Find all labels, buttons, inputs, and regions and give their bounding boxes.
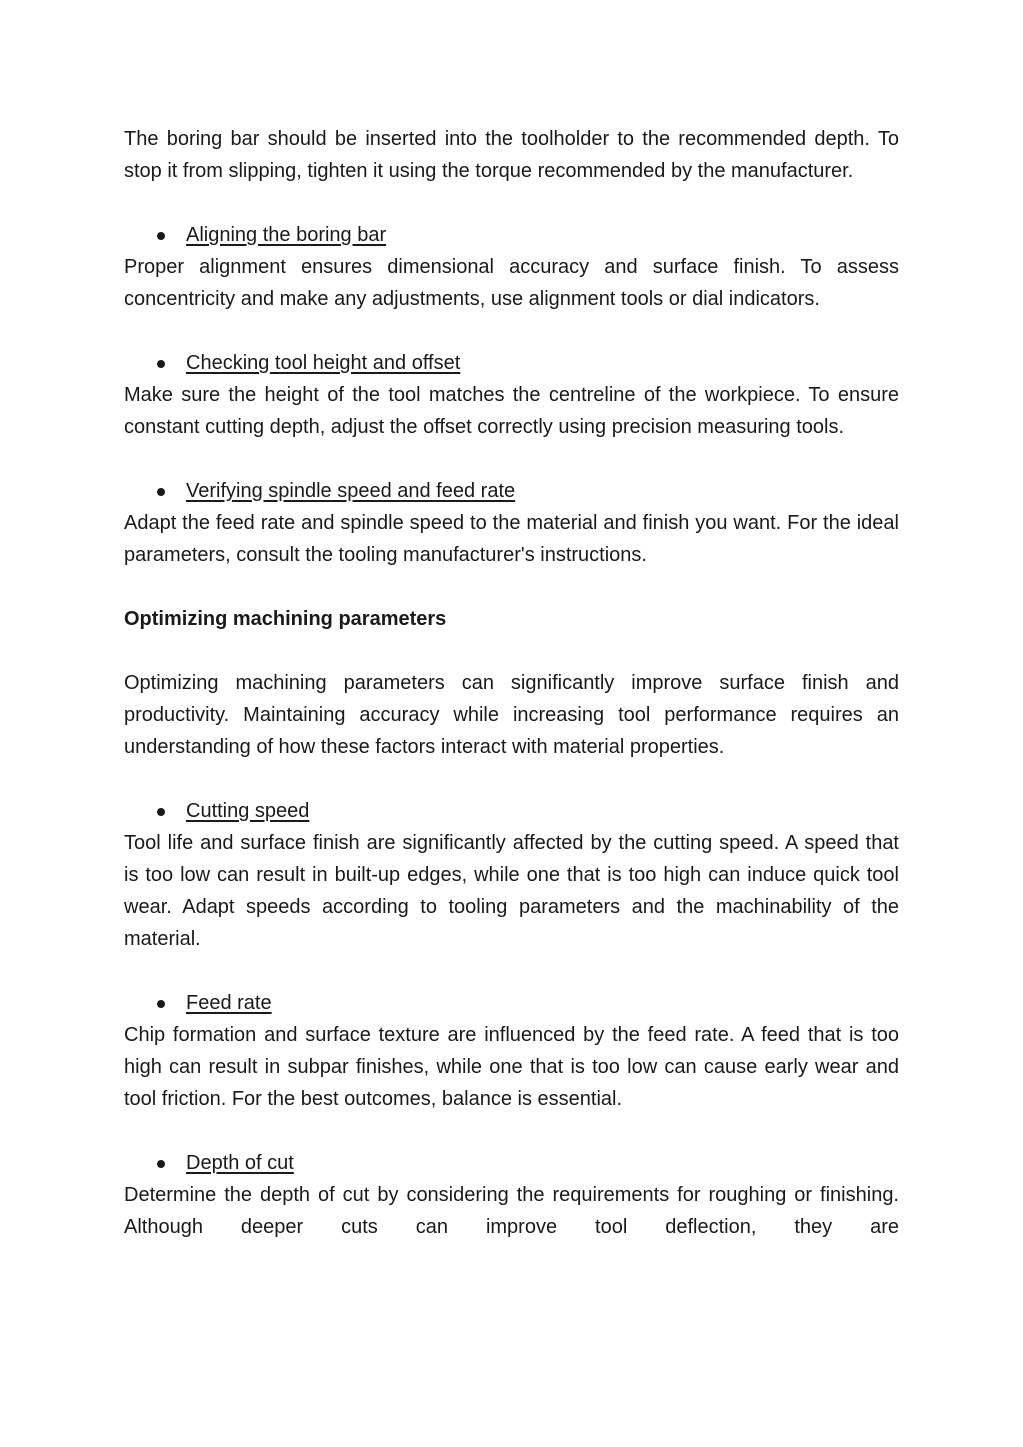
bullet-item-cutting-speed xyxy=(124,795,899,827)
paragraph-alignment: Proper alignment ensures dimensional accuracy and surface finish. To assess concentricity and make any adjustments, use alignment tools or dial indicators. xyxy=(124,256,899,310)
spacer xyxy=(124,763,899,795)
document-page xyxy=(124,123,899,1243)
paragraph-tool-height: Make sure the height of the tool matches the centreline of the workpiece. To ensure constant cutting depth, adjust the offset correctly using precision measuring tools. xyxy=(124,384,899,438)
bullet-label: Checking tool height and offset xyxy=(186,352,461,374)
spacer xyxy=(124,635,899,667)
bullet-dot-icon xyxy=(157,232,165,240)
paragraph-cutting-speed: Tool life and surface finish are significantly affected by the cutting speed. A speed that is too low can result in built-up edges, while one that is too high can induce quick tool wear. Adapt speeds according to tooling parameters and the machinability of the material. xyxy=(124,832,899,950)
bullet-dot-icon xyxy=(157,1000,165,1008)
paragraph-depth-of-cut: Determine the depth of cut by considering the requirements for roughing or finishing. Although deeper cuts can improve tool deflection, they are xyxy=(124,1184,899,1238)
bullet-dot-icon xyxy=(157,1160,165,1168)
paragraph-feed-rate: Chip formation and surface texture are influenced by the feed rate. A feed that is too high can result in subpar finishes, while one that is too low can cause early wear and tool friction. For the best outcomes, balance is essential. xyxy=(124,1024,899,1110)
bullet-item-tool-height xyxy=(124,347,899,379)
bullet-label: Depth of cut xyxy=(186,1152,294,1174)
spacer xyxy=(124,571,899,603)
bullet-label: Feed rate xyxy=(186,992,272,1014)
spacer xyxy=(124,315,899,347)
spacer xyxy=(124,955,899,987)
section-heading: Optimizing machining parameters xyxy=(124,608,447,630)
bullet-item-aligning xyxy=(124,219,899,251)
spacer xyxy=(124,1115,899,1147)
bullet-item-spindle-speed xyxy=(124,475,899,507)
paragraph-optimizing-intro: Optimizing machining parameters can significantly improve surface finish and productivity. Maintaining accuracy while increasing tool performance requires an understanding of how these factors interact with material properties. xyxy=(124,672,899,758)
bullet-item-depth-of-cut xyxy=(124,1147,899,1179)
spacer xyxy=(124,187,899,219)
bullet-label: Cutting speed xyxy=(186,800,310,822)
bullet-item-feed-rate xyxy=(124,987,899,1019)
paragraph-spindle-speed: Adapt the feed rate and spindle speed to the material and finish you want. For the ideal parameters, consult the tooling manufacturer's instructions. xyxy=(124,512,899,566)
bullet-dot-icon xyxy=(157,808,165,816)
bullet-label: Verifying spindle speed and feed rate xyxy=(186,480,516,502)
paragraph-boring-bar-insertion: The boring bar should be inserted into the toolholder to the recommended depth. To stop it from slipping, tighten it using the torque recommended by the manufacturer. xyxy=(124,128,899,182)
bullet-label: Aligning the boring bar xyxy=(186,224,387,246)
spacer xyxy=(124,443,899,475)
bullet-dot-icon xyxy=(157,488,165,496)
bullet-dot-icon xyxy=(157,360,165,368)
